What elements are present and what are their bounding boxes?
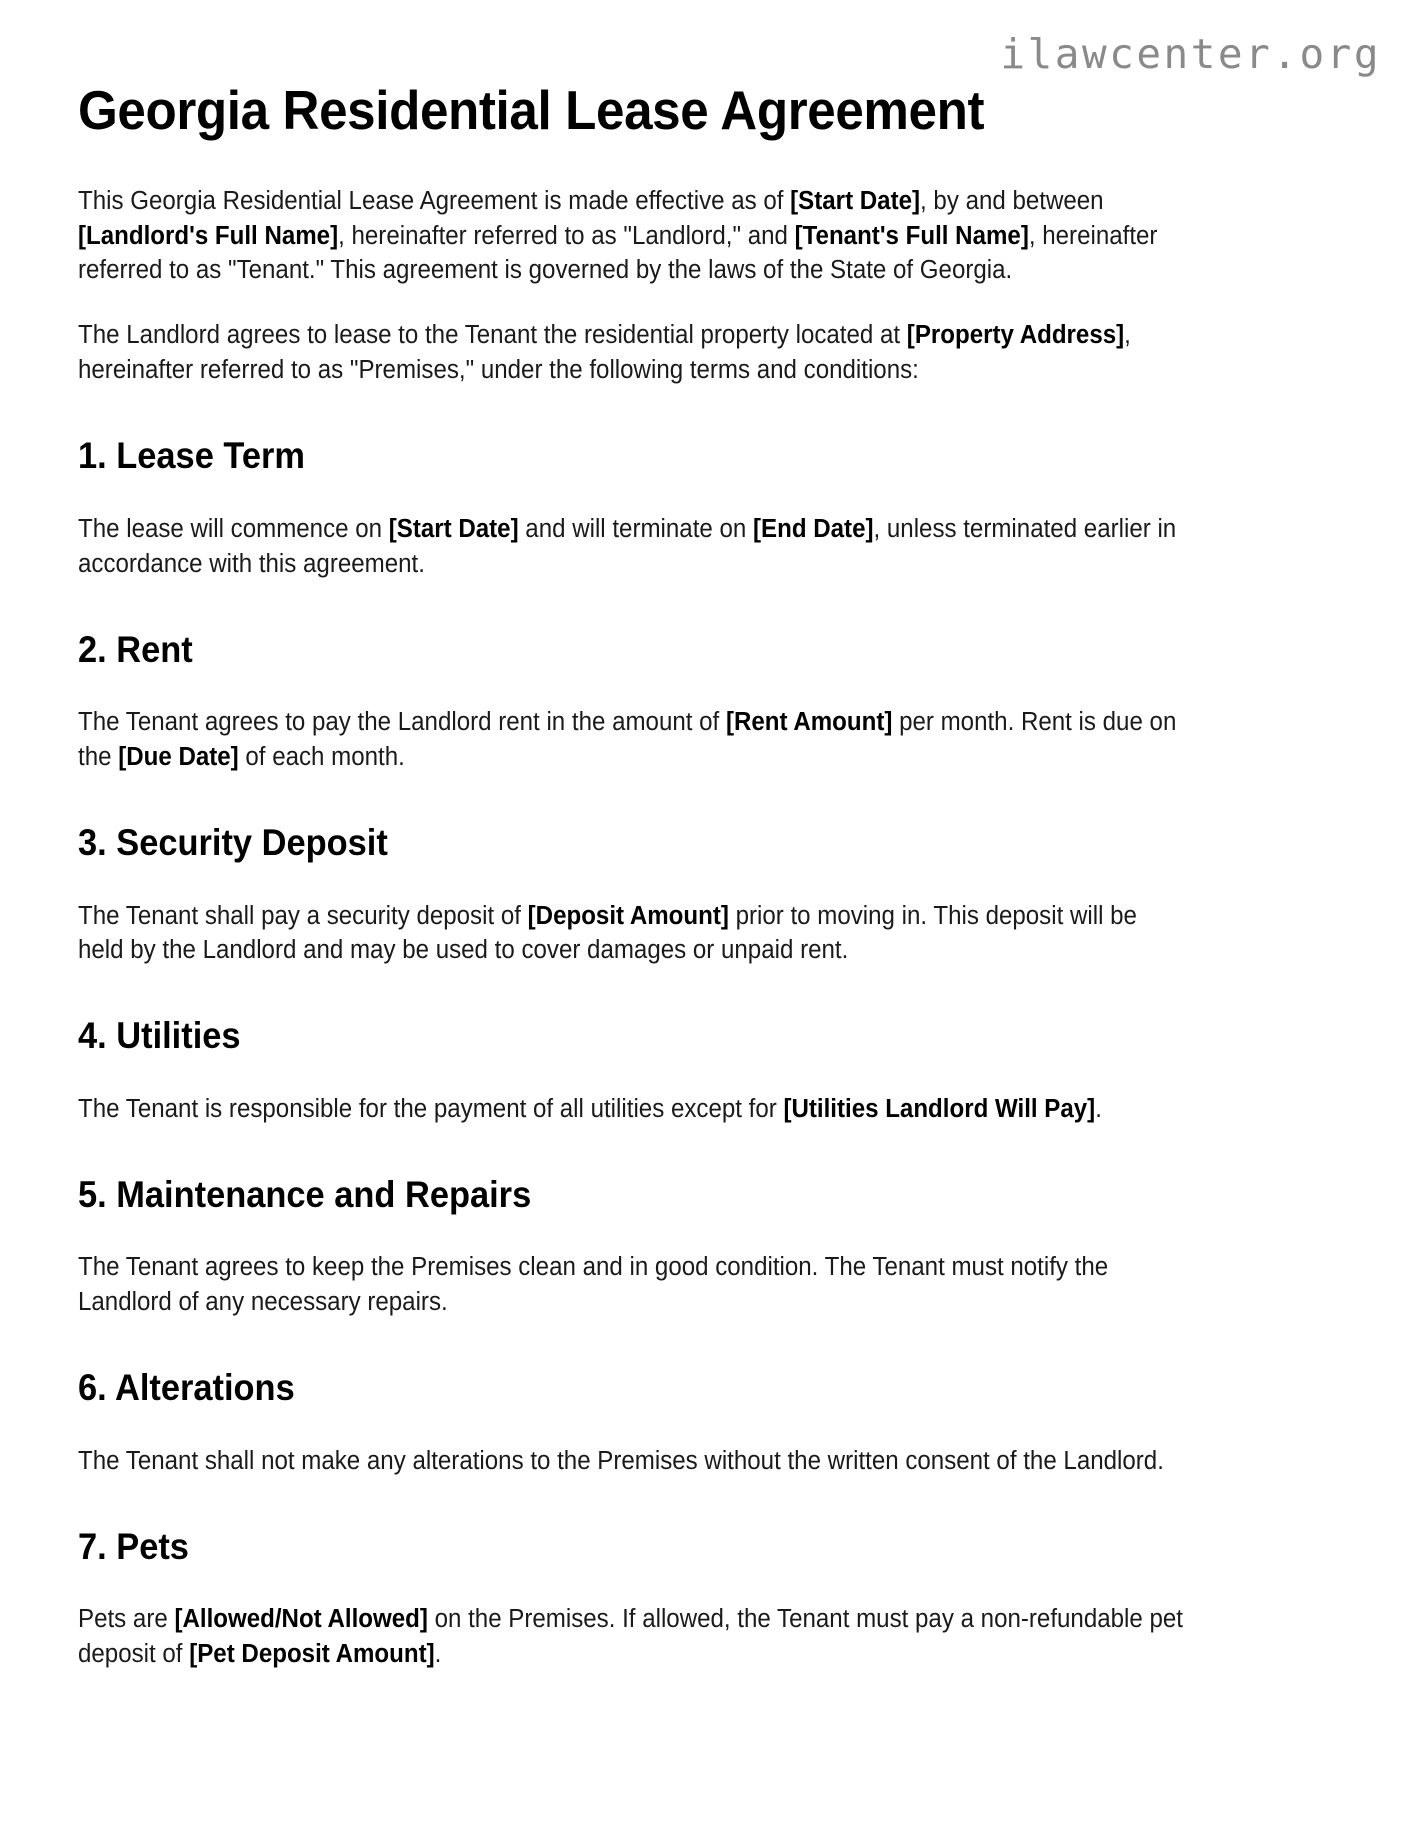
intro-paragraph: This Georgia Residential Lease Agreement is made effective as of [Start Date], by and between [Landlord's Full Name], hereinafter referred to as "Landlord," and [Tenant's Full Name], hereinafter referred to as "Tenant." This agreement is governed by the laws of the State of Georgia. [78, 186, 1158, 285]
intro-paragraphs [78, 184, 1303, 389]
section-body: The Tenant is responsible for the payment of all utilities except for [Utilities Landlord Will Pay]. [78, 1094, 1102, 1123]
section-heading: 4. Utilities [78, 1015, 241, 1057]
section-body: The Tenant agrees to pay the Landlord rent in the amount of [Rent Amount] per month. Rent is due on the [Due Date] of each month. [78, 708, 1177, 772]
section-heading: 7. Pets [78, 1525, 189, 1567]
section-body: The Tenant agrees to keep the Premises clean and in good condition. The Tenant must notify the Landlord of any necessary repairs. [78, 1253, 1109, 1317]
section-body: Pets are [Allowed/Not Allowed] on the Premises. If allowed, the Tenant must pay a non-refundable pet deposit of [Pet Deposit Amount]. [78, 1605, 1183, 1669]
section-heading: 2. Rent [78, 628, 193, 670]
intro-paragraph: The Landlord agrees to lease to the Tenant the residential property located at [Property Address], hereinafter referred to as "Premises," under the following terms and conditions: [78, 321, 1131, 385]
section-body: The Tenant shall pay a security deposit of [Deposit Amount] prior to moving in. This deposit will be held by the Landlord and may be used to cover damages or unpaid rent. [78, 901, 1137, 965]
section-heading: 6. Alterations [78, 1367, 295, 1409]
section-heading: 1. Lease Term [78, 435, 305, 477]
page-title: Georgia Residential Lease Agreement [78, 79, 985, 141]
section-heading: 5. Maintenance and Repairs [78, 1173, 532, 1215]
lease-sections [78, 388, 1303, 1672]
section-heading: 3. Security Deposit [78, 821, 388, 863]
site-watermark: ilawcenter.org [1000, 30, 1381, 78]
section-body: The Tenant shall not make any alterations to the Premises without the written consent of the Landlord. [78, 1446, 1164, 1475]
section-body: The lease will commence on [Start Date] and will terminate on [End Date], unless terminated earlier in accordance with this agreement. [78, 514, 1177, 578]
